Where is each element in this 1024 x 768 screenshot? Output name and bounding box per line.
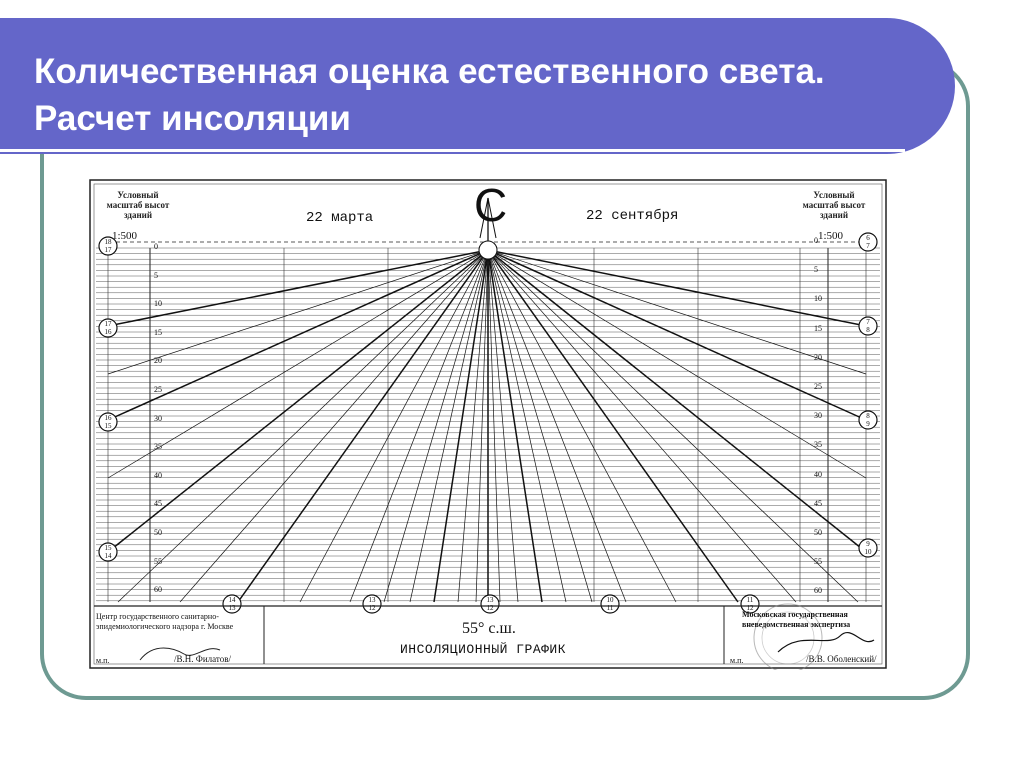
- sun-rays: [108, 250, 866, 602]
- north-letter: С: [474, 179, 508, 231]
- height-tick-left: 0: [154, 242, 158, 251]
- sun-ray: [458, 250, 488, 602]
- hour-marker-label: 13 12: [486, 596, 494, 612]
- height-tick-right: 35: [814, 440, 822, 450]
- scale-value-right: 1:500: [818, 230, 844, 242]
- sun-ray: [108, 250, 488, 374]
- sun-ray: [476, 250, 488, 602]
- hour-marker-label: 18 17: [104, 238, 112, 254]
- height-tick-left: 10: [154, 299, 162, 309]
- height-tick-right: 40: [814, 469, 822, 479]
- right-stamp-text: Московская государственная вневедомственная экспертиза: [742, 610, 851, 629]
- height-tick-right: 50: [814, 528, 822, 537]
- title-bar: [0, 18, 955, 154]
- sun-ray: [300, 250, 488, 602]
- sun-ray: [488, 250, 518, 602]
- hour-marker-label: 11 12: [746, 596, 754, 612]
- hour-marker-label: 9 10: [864, 540, 872, 556]
- height-tick-left: 15: [154, 327, 162, 337]
- title-underline: [0, 149, 905, 152]
- hour-marker-label: 10 11: [606, 596, 614, 612]
- hour-marker-label: 8 9: [866, 412, 870, 428]
- height-tick-left: 55: [154, 556, 162, 566]
- height-tick-right: 45: [814, 498, 822, 508]
- height-tick-left: 5: [154, 270, 158, 280]
- sun-ray: [488, 250, 866, 374]
- height-tick-left: 45: [154, 499, 162, 509]
- hour-marker-label: 14 13: [228, 596, 236, 612]
- sun-point: [479, 241, 497, 259]
- height-tick-right: 5: [814, 265, 818, 275]
- sun-ray: [488, 250, 738, 602]
- height-tick-right: 15: [814, 323, 822, 333]
- hour-marker-label: 13 12: [368, 596, 376, 612]
- height-tick-right: 30: [814, 411, 822, 421]
- scale-label-left: Условный масштаб высот зданий: [106, 190, 170, 220]
- height-tick-left: 20: [154, 356, 162, 366]
- height-tick-right: 10: [814, 294, 822, 304]
- sun-ray: [118, 250, 488, 602]
- height-tick-right: 60: [814, 586, 822, 596]
- slide-title: Количественная оценка естественного света. Расчет инсоляции: [34, 52, 825, 138]
- left-stamp-text: Центр государственного санитарно-эпидемиологического надзора г. Москве: [96, 612, 234, 631]
- height-tick-right: 55: [814, 557, 822, 567]
- sun-ray: [488, 250, 858, 602]
- date-september: 22 сентября: [586, 208, 679, 224]
- height-tick-right: 25: [814, 382, 822, 391]
- left-mp: м.п.: [96, 656, 110, 665]
- hour-marker-label: 6 7: [866, 234, 870, 250]
- right-signature-scribble: [778, 633, 874, 652]
- sun-ray: [488, 250, 676, 602]
- height-tick-left: 30: [154, 413, 162, 423]
- hour-marker-label: 17 16: [104, 320, 112, 336]
- height-tick-left: 40: [154, 470, 162, 480]
- height-tick-right: 20: [814, 352, 822, 362]
- latitude-label: 55° с.ш.: [462, 620, 516, 637]
- sun-ray: [488, 250, 500, 602]
- chart-title: ИНСОЛЯЦИОННЫЙ ГРАФИК: [400, 642, 567, 657]
- sun-ray: [488, 250, 592, 602]
- scale-value-left: 1:500: [112, 230, 138, 242]
- height-tick-left: 50: [154, 528, 162, 537]
- hour-marker-label: 7 8: [866, 318, 870, 334]
- height-tick-left: 25: [154, 385, 162, 394]
- hour-marker-label: 16 15: [104, 414, 112, 430]
- left-signature: /В.Н. Филатов/: [174, 654, 231, 664]
- scale-label-right: Условный масштаб высот зданий: [802, 190, 866, 220]
- right-signature: /В.В. Оболенский/: [806, 654, 877, 664]
- right-mp: м.п.: [730, 656, 744, 665]
- insolation-chart: [88, 178, 888, 670]
- sun-ray: [238, 250, 488, 602]
- height-tick-left: 35: [154, 442, 162, 452]
- height-tick-left: 60: [154, 585, 162, 595]
- date-march: 22 марта: [306, 210, 374, 226]
- sun-ray: [108, 250, 488, 326]
- hour-marker-label: 15 14: [104, 544, 112, 560]
- height-tick-right: 0: [814, 236, 818, 245]
